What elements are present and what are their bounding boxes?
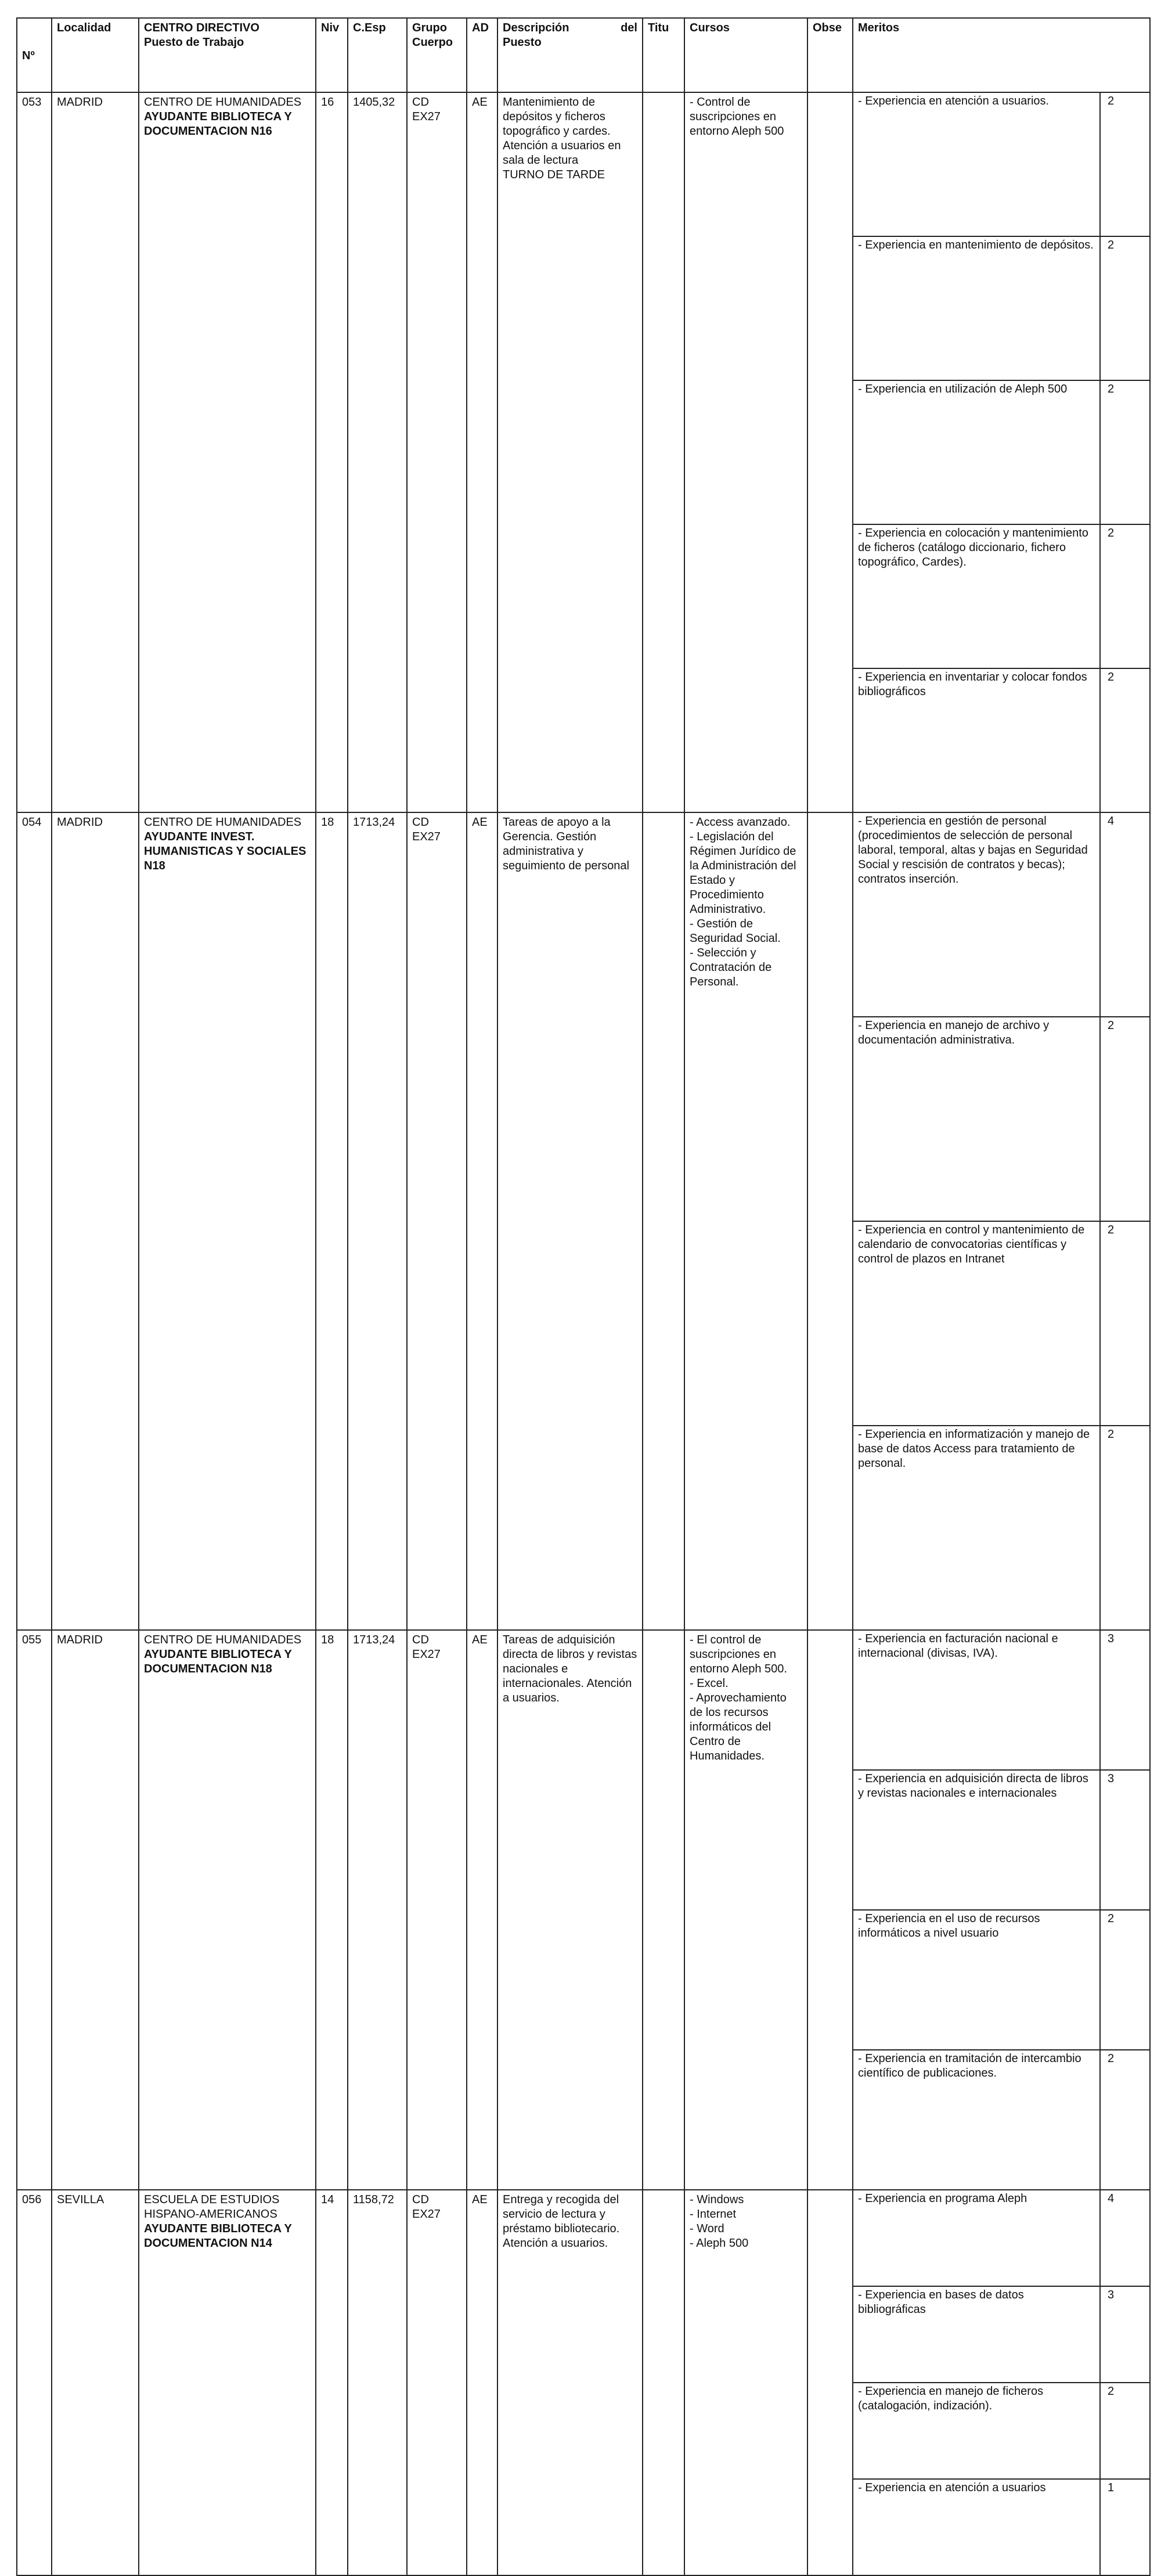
cell-ad: AE xyxy=(467,92,497,812)
header-row xyxy=(17,18,1150,92)
centro-directivo: CENTRO DE HUMANIDADES xyxy=(144,96,302,109)
header-meritos: Meritos xyxy=(853,18,1150,92)
cell-niv: 14 xyxy=(316,2190,348,2575)
cell-meritos xyxy=(853,92,1150,812)
cell-grupo: CD EX27 xyxy=(407,1630,467,2190)
header-localidad: Localidad xyxy=(52,18,139,92)
header-centro: CENTRO DIRECTIVO Puesto de Trabajo xyxy=(139,18,316,92)
merito-item: - Experiencia en informatización y manejo de base de datos Access para tratamiento de personal. 2 xyxy=(853,1426,1149,1629)
header-grupo: Grupo Cuerpo xyxy=(407,18,467,92)
cell-meritos xyxy=(853,812,1150,1630)
centro-directivo: CENTRO DE HUMANIDADES xyxy=(144,1634,302,1646)
cell-obse xyxy=(807,1630,853,2190)
meritos-list xyxy=(853,1631,1149,2189)
merito-item: - Experiencia en adquisición directa de libros y revistas nacionales e internacionales 3 xyxy=(853,1770,1149,1910)
header-cursos: Cursos xyxy=(684,18,807,92)
merito-item: - Experiencia en tramitación de intercambio científico de publicaciones. 2 xyxy=(853,2050,1149,2189)
puesto-trabajo: AYUDANTE BIBLIOTECA Y DOCUMENTACION N16 xyxy=(144,110,292,138)
header-titu: Titu xyxy=(643,18,684,92)
cell-localidad: MADRID xyxy=(52,812,139,1630)
merito-item: - Experiencia en inventariar y colocar fondos bibliográficos 2 xyxy=(853,668,1149,812)
cell-meritos xyxy=(853,2190,1150,2575)
cell-cursos: - Control de suscripciones en entorno Aleph 500 xyxy=(684,92,807,812)
cell-centro xyxy=(139,812,316,1630)
cell-descripcion: Tareas de apoyo a la Gerencia. Gestión administrativa y seguimiento de personal xyxy=(497,812,643,1630)
centro-directivo: CENTRO DE HUMANIDADES xyxy=(144,816,302,829)
merito-item: - Experiencia en atención a usuarios. 2 xyxy=(853,93,1149,236)
cell-centro xyxy=(139,1630,316,2190)
cell-titu xyxy=(643,2190,684,2575)
cell-cesp: 1713,24 xyxy=(348,1630,407,2190)
merito-item: - Experiencia en colocación y mantenimiento de ficheros (catálogo diccionario, fichero topográfico, Cardes). 2 xyxy=(853,524,1149,668)
header-num: Nº xyxy=(17,18,52,92)
table-row xyxy=(17,1630,1150,2190)
cell-meritos xyxy=(853,1630,1150,2190)
merito-item: - Experiencia en manejo de ficheros (catalogación, indización). 2 xyxy=(853,2383,1149,2479)
cell-ad: AE xyxy=(467,812,497,1630)
cell-num: 054 xyxy=(17,812,52,1630)
cell-grupo: CD EX27 xyxy=(407,92,467,812)
centro-directivo: ESCUELA DE ESTUDIOS HISPANO-AMERICANOS xyxy=(144,2193,280,2221)
cell-cesp: 1713,24 xyxy=(348,812,407,1630)
cell-grupo: CD EX27 xyxy=(407,812,467,1630)
merito-item: - Experiencia en mantenimiento de depósitos. 2 xyxy=(853,236,1149,380)
header-obse: Obse xyxy=(807,18,853,92)
meritos-list xyxy=(853,93,1149,812)
meritos-list xyxy=(853,813,1149,1629)
cell-cesp: 1405,32 xyxy=(348,92,407,812)
cell-descripcion: Entrega y recogida del servicio de lectura y préstamo bibliotecario. Atención a usuarios. xyxy=(497,2190,643,2575)
header-cesp: C.Esp xyxy=(348,18,407,92)
cell-cursos: - Access avanzado. - Legislación del Régimen Jurídico de la Administración del Estado y Procedimiento Administrativo. - Gestión de Seguridad Social. - Selección y Contratación de Personal. xyxy=(684,812,807,1630)
merito-item: - Experiencia en control y mantenimiento de calendario de convocatorias científicas y control de plazos en Intranet 2 xyxy=(853,1221,1149,1426)
table-row xyxy=(17,812,1150,1630)
cell-obse xyxy=(807,92,853,812)
puesto-trabajo: AYUDANTE BIBLIOTECA Y DOCUMENTACION N18 xyxy=(144,1648,292,1675)
cell-centro xyxy=(139,2190,316,2575)
cell-localidad: SEVILLA xyxy=(52,2190,139,2575)
cell-niv: 18 xyxy=(316,812,348,1630)
merito-item: - Experiencia en bases de datos bibliográficas 3 xyxy=(853,2286,1149,2383)
puestos-table xyxy=(16,17,1151,2576)
table-row xyxy=(17,92,1150,812)
cell-localidad: MADRID xyxy=(52,92,139,812)
cell-ad: AE xyxy=(467,1630,497,2190)
cell-cesp: 1158,72 xyxy=(348,2190,407,2575)
cell-titu xyxy=(643,1630,684,2190)
cell-niv: 16 xyxy=(316,92,348,812)
cell-cursos: - El control de suscripciones en entorno Aleph 500. - Excel. - Aprovechamiento de los recursos informáticos del Centro de Humanidades. xyxy=(684,1630,807,2190)
header-descripcion: Descripción del Puesto xyxy=(497,18,643,92)
cell-ad: AE xyxy=(467,2190,497,2575)
merito-item: - Experiencia en atención a usuarios 1 xyxy=(853,2479,1149,2575)
merito-item: - Experiencia en utilización de Aleph 500 2 xyxy=(853,380,1149,524)
merito-item: - Experiencia en gestión de personal (procedimientos de selección de personal laboral, temporal, altas y bajas en Seguridad Social y rescisión de contratos y becas); contratos inserción. 4 xyxy=(853,813,1149,1017)
cell-niv: 18 xyxy=(316,1630,348,2190)
header-ad: AD xyxy=(467,18,497,92)
cell-titu xyxy=(643,812,684,1630)
meritos-list xyxy=(853,2190,1149,2575)
cell-num: 056 xyxy=(17,2190,52,2575)
cell-titu xyxy=(643,92,684,812)
cell-obse xyxy=(807,812,853,1630)
merito-item: - Experiencia en el uso de recursos informáticos a nivel usuario 2 xyxy=(853,1910,1149,2050)
merito-item: - Experiencia en manejo de archivo y documentación administrativa. 2 xyxy=(853,1017,1149,1221)
document-sheet xyxy=(16,17,1149,2494)
merito-item: - Experiencia en programa Aleph 4 xyxy=(853,2190,1149,2286)
cell-grupo: CD EX27 xyxy=(407,2190,467,2575)
cell-cursos: - Windows - Internet - Word - Aleph 500 xyxy=(684,2190,807,2575)
cell-obse xyxy=(807,2190,853,2575)
cell-descripcion: Tareas de adquisición directa de libros y revistas nacionales e internacionales. Atención a usuarios. xyxy=(497,1630,643,2190)
puesto-trabajo: AYUDANTE INVEST. HUMANISTICAS Y SOCIALES N18 xyxy=(144,830,307,872)
cell-num: 055 xyxy=(17,1630,52,2190)
merito-item: - Experiencia en facturación nacional e internacional (divisas, IVA). 3 xyxy=(853,1631,1149,1770)
puesto-trabajo: AYUDANTE BIBLIOTECA Y DOCUMENTACION N14 xyxy=(144,2222,292,2250)
table-row xyxy=(17,2190,1150,2575)
cell-localidad: MADRID xyxy=(52,1630,139,2190)
header-niv: Niv xyxy=(316,18,348,92)
cell-num: 053 xyxy=(17,92,52,812)
cell-descripcion: Mantenimiento de depósitos y ficheros topográfico y cardes. Atención a usuarios en sala de lectura TURNO DE TARDE xyxy=(497,92,643,812)
cell-centro xyxy=(139,92,316,812)
